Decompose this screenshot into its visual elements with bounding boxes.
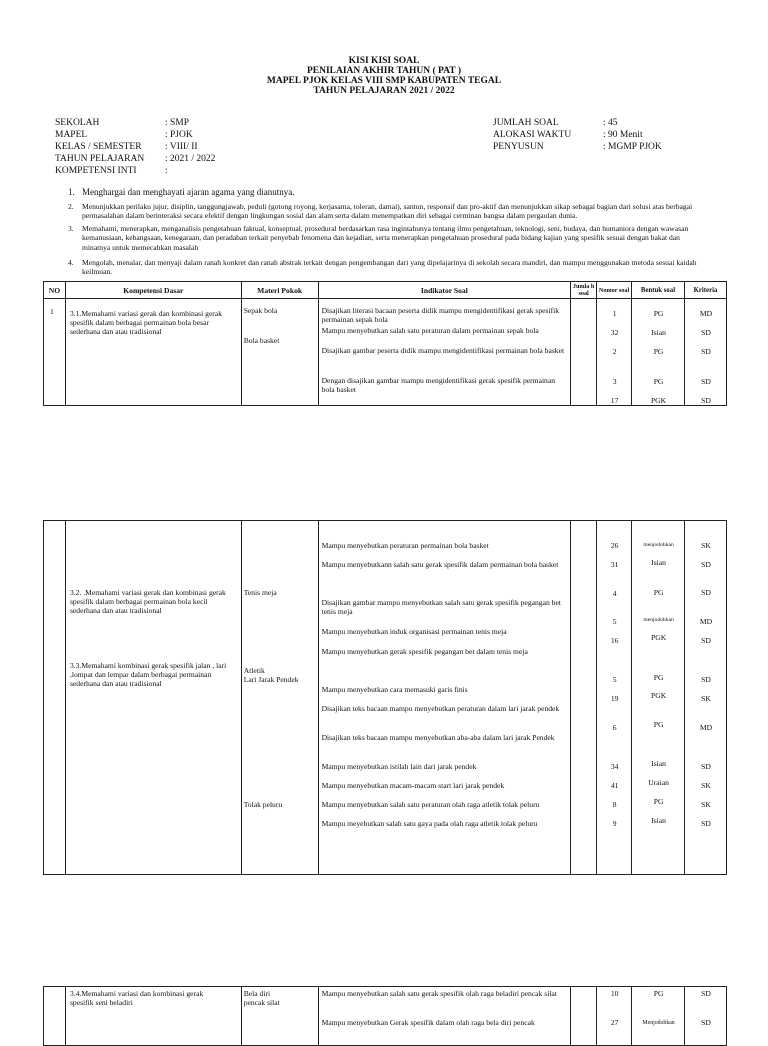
- nomor-cell: [597, 299, 632, 406]
- indikator-item: Disajikan teks bacaan mampu menyebutkan peraturan dalam lari jarak pendek: [321, 704, 560, 713]
- meta-label: TAHUN PELAJARAN: [55, 154, 145, 164]
- kd-cell: [65, 299, 241, 406]
- materi-cell: [241, 521, 318, 875]
- kriteria-value: MD: [699, 309, 713, 318]
- kisi-table-3: [43, 986, 727, 1046]
- nomor-cell: [597, 987, 632, 1046]
- indikator-item: Disajikan gambar peserta didik mampu mengidentifikasi permainan bola basket: [321, 346, 565, 355]
- kriteria-value: SD: [701, 377, 711, 386]
- table-row: [44, 987, 727, 1046]
- indikator-item: Mampu menyebutkan salah satu gerak spesifik olah raga beladiri pencak silat: [321, 989, 557, 998]
- nomor-value: 4: [612, 589, 617, 598]
- bentuk-value: Isian: [651, 328, 666, 337]
- meta-value: : 90 Menit: [603, 130, 643, 140]
- header-jumlah: Jumla h soal: [571, 282, 597, 299]
- kriteria-value: SK: [701, 541, 711, 550]
- kriteria-value: SD: [701, 560, 711, 569]
- kd-text: 3.4.Memahami variasi dan kombinasi gerak spesifik seni beladiri: [69, 989, 204, 1007]
- kriteria-value: SK: [701, 800, 711, 809]
- kriteria-value: SD: [701, 675, 711, 684]
- indikator-item: Mampu menyebutkan macam-macam start lari jarak pendek: [321, 781, 505, 790]
- materi-item: Bola basket: [243, 336, 280, 345]
- nomor-value: 6: [612, 723, 617, 732]
- ki-text: Mengolah, menalar, dan menyaji dalam ranah konkret dan ranah abstrak terkait dengan pengembangan dari yang dipelajarinya di sekolah secara mandiri, dan mampu menggunakan metoda sesuai kaidah keilmuan.: [82, 258, 697, 277]
- kisi-table-1: [43, 281, 727, 406]
- header-no: NO: [44, 282, 66, 299]
- nomor-value: 32: [610, 328, 619, 337]
- bentuk-value: PGK: [650, 396, 667, 405]
- meta-value: :: [165, 166, 168, 176]
- kriteria-value: SD: [701, 636, 711, 645]
- materi-item: Bela diri: [243, 989, 271, 998]
- kd-cell: [65, 521, 241, 875]
- doc-subtitle-2: MAPEL PJOK KELAS VIII SMP KABUPATEN TEGAL: [266, 76, 502, 86]
- jumlah-cell: [571, 987, 597, 1046]
- no-cell: [44, 521, 66, 875]
- ki-number: 3.: [68, 224, 74, 233]
- kd-text: 3.3.Memahami kombinasi gerak spesifik jalan , lari ,lompat dan lempar dalam berbagai permainan sederhana dan atau tradisional: [69, 661, 227, 688]
- indikator-item: Mampu menyebutkan istilah lain dari jarak pendek: [321, 762, 477, 771]
- ki-item: [68, 224, 710, 252]
- meta-label: JUMLAH SOAL: [493, 118, 559, 128]
- meta-value: : SMP: [165, 118, 190, 128]
- kriteria-cell: [684, 299, 726, 406]
- table-row: [44, 521, 727, 875]
- materi-item: Sepak bola: [243, 306, 278, 315]
- kisi-table-2: [43, 520, 727, 875]
- nomor-value: 16: [610, 636, 619, 645]
- indikator-item: Disajikan literasi bacaan peserta didik mampu mengidentifikasi gerak spesifik permainan sepak bola: [321, 306, 560, 324]
- ki-item: [68, 202, 710, 221]
- doc-title: KISI KISI SOAL: [348, 56, 420, 66]
- meta-label: PENYUSUN: [493, 142, 544, 152]
- materi-item: Atletik: [243, 666, 265, 675]
- header-kriteria: Kriteria: [684, 282, 726, 299]
- bentuk-value: PG: [653, 797, 664, 806]
- jumlah-cell: [571, 299, 597, 406]
- meta-value: : 45: [603, 118, 618, 128]
- materi-cell: [241, 299, 318, 406]
- jumlah-cell: [571, 521, 597, 875]
- kriteria-value: MD: [699, 723, 713, 732]
- kriteria-value: SD: [701, 989, 711, 998]
- indikator-item: Mampu menyebutkan Gerak spesifik dalam olah raga bela diri pencak: [321, 1018, 535, 1027]
- bentuk-value: PG: [653, 720, 664, 729]
- meta-value: : VIII/ II: [165, 142, 198, 152]
- meta-value: : 2021 / 2022: [165, 154, 216, 164]
- bentuk-value: PG: [653, 673, 664, 682]
- meta-left: [55, 117, 215, 177]
- doc-subtitle-1: PENILAIAN AKHIR TAHUN ( PAT ): [306, 66, 462, 76]
- nomor-value: 3: [612, 377, 617, 386]
- indikator-item: Disajikan gambar mampu menyebutkan salah satu gerak spesifik pegangan bet tenis meja: [321, 598, 561, 616]
- bentuk-value: PG: [653, 347, 664, 356]
- meta-right: [493, 117, 662, 153]
- header-kd: Kompetensi Dasar: [65, 282, 241, 299]
- kriteria-cell: [685, 521, 727, 875]
- ki-text: Menghargai dan menghayati ajaran agama yang dianutnya.: [82, 187, 295, 197]
- header-nomor: Nomor soal: [597, 282, 632, 299]
- indikator-item: Mampu menyebutkan salah satu peraturan dalam permainan sepak bola: [321, 326, 539, 335]
- nomor-value: 9: [612, 819, 617, 828]
- indikator-cell: [318, 299, 571, 406]
- ki-number: 4.: [68, 258, 74, 267]
- bentuk-value: PG: [653, 377, 664, 386]
- kriteria-value: SD: [701, 328, 711, 337]
- kriteria-cell: [685, 987, 727, 1046]
- nomor-value: 17: [610, 396, 619, 405]
- indikator-item: Mampu menyebutkann salah satu gerak spesifik dalam permainan bola basket: [321, 560, 559, 569]
- doc-subtitle-3: TAHUN PELAJARAN 2021 / 2022: [313, 86, 455, 96]
- bentuk-value: PG: [653, 588, 664, 597]
- nomor-value: 26: [610, 541, 619, 550]
- bentuk-value: PG: [653, 989, 664, 998]
- header-indikator: Indikator Soal: [318, 282, 571, 299]
- ki-text: Menunjukkan perilaku jujur, disiplin, tanggungjawab, peduli (gotong royong, kerjasama, toleran, damai), santun, responsif dan pro-aktif dan menunjukkan sikap sebagai bagian dari solusi atas berbagai permasalahan dalam berinteraksi secara efektif dengan lingkungan sosial dan alam serta dalam menempatkan diri sebagai cerminan bangsa dalam pergaulan dunia.: [82, 202, 693, 221]
- bentuk-value: PGK: [650, 633, 667, 642]
- kd-text: 3.1.Memahami variasi gerak dan kombinasi gerak spesifik dalam berbagai permainan bola besar sederhana dan atau tradisional: [69, 309, 223, 336]
- nomor-value: 5: [612, 617, 617, 626]
- indikator-item: Mampu menyebutkan cara memasuki garis finis: [321, 685, 468, 694]
- bentuk-value: Isian: [651, 816, 666, 825]
- indikator-item: Mampu meyebutkan salah satu gaya pada olah raga atletik tolak peluru: [321, 819, 538, 828]
- kriteria-value: SD: [701, 762, 711, 771]
- meta-label: ALOKASI WAKTU: [493, 130, 572, 140]
- indikator-item: Mampu menyebutkan induk organisasi permainan tenis meja: [321, 627, 507, 636]
- materi-item: Lari Jarak Pendek: [243, 675, 299, 684]
- ki-text: Memahami, menerapkan, menganalisis pengetahuan faktual, konseptual, prosedural berdasarkan rasa ingintahunya tentang ilmu pengetahuan, teknologi, seni, budaya, dan humaniora dengan wawasan kemanusiaan, kebangsaan, kenegaraan, dan peradaban terkait penyebab fenomena dan kejadian, serta menerapkan pengetahuan prosedural pada bidang kajian yang spesifik sesuai dengan bakat dan minatnya untuk memecahkan masalah: [82, 224, 689, 252]
- meta-label: KELAS / SEMESTER: [55, 142, 142, 152]
- nomor-value: 2: [612, 347, 617, 356]
- kriteria-value: SK: [701, 781, 711, 790]
- kriteria-value: SD: [701, 1018, 711, 1027]
- header-materi: Materi Pokok: [241, 282, 318, 299]
- ki-item: [68, 258, 710, 277]
- no-cell: [44, 987, 66, 1046]
- kriteria-value: SD: [701, 819, 711, 828]
- header-bentuk: Bentuk soal: [632, 282, 685, 299]
- materi-item: Tenis meja: [243, 588, 277, 597]
- nomor-cell: [597, 521, 632, 875]
- bentuk-value: Isian: [651, 558, 666, 567]
- materi-item: pencak silat: [243, 998, 280, 1007]
- meta-label: SEKOLAH: [55, 118, 100, 128]
- nomor-value: 1: [612, 309, 617, 318]
- nomor-value: 10: [610, 989, 619, 998]
- indikator-item: Dengan disajikan gambar mampu mengidentifikasi gerak spesifik permainan bola basket: [321, 376, 556, 394]
- bentuk-cell: [632, 987, 685, 1046]
- bentuk-cell: [632, 299, 685, 406]
- nomor-value: 19: [610, 694, 619, 703]
- kriteria-value: SD: [701, 347, 711, 356]
- row-no: 1: [44, 299, 66, 406]
- meta-label: KOMPETENSI INTI: [55, 166, 137, 176]
- meta-label: MAPEL: [55, 130, 88, 140]
- nomor-value: 27: [610, 1018, 619, 1027]
- ki-number: 2.: [68, 202, 74, 211]
- table-row: [44, 299, 727, 406]
- bentuk-value: Isian: [651, 759, 666, 768]
- nomor-value: 8: [612, 800, 617, 809]
- bentuk-value: Uraian: [648, 778, 669, 787]
- indikator-cell: [318, 521, 571, 875]
- kd-cell: [65, 987, 241, 1046]
- bentuk-value: PGK: [650, 691, 667, 700]
- table-header-row: [44, 282, 727, 299]
- meta-value: : PJOK: [165, 130, 193, 140]
- indikator-item: Mampu menyebutkan gerak spesifik pegangan bet dalam tenis meja: [321, 647, 528, 656]
- ki-item: [68, 188, 710, 197]
- nomor-value: 34: [610, 762, 619, 771]
- bentuk-value: menjodohkan: [643, 542, 674, 548]
- materi-cell: [241, 987, 318, 1046]
- nomor-value: 5: [612, 675, 617, 684]
- materi-item: Tolak peluru: [243, 800, 283, 809]
- nomor-value: 31: [610, 560, 619, 569]
- bentuk-value: PG: [653, 309, 664, 318]
- ki-number: 1.: [68, 187, 75, 197]
- kd-text: 3.2. .Memahami variasi gerak dan kombinasi gerak spesifik dalam berbagai permainan bola kecil sederhana dan atau tradisional: [69, 588, 226, 615]
- kriteria-value: SD: [701, 396, 711, 405]
- kriteria-value: SK: [701, 694, 711, 703]
- meta-value: : MGMP PJOK: [603, 142, 662, 152]
- indikator-cell: [318, 987, 571, 1046]
- bentuk-value: Menjodohkan: [642, 1020, 675, 1026]
- kriteria-value: MD: [699, 617, 713, 626]
- nomor-value: 41: [610, 781, 619, 790]
- indikator-item: Disajikan teks bacaan mampu menyebutkan aba-aba dalam lari jarak Pendek: [321, 733, 555, 742]
- kriteria-value: SD: [701, 588, 711, 597]
- indikator-item: Mampu menyebutkan peraturan permainan bola basket: [321, 541, 489, 550]
- bentuk-cell: [632, 521, 685, 875]
- bentuk-value: menjodohkan: [643, 617, 674, 623]
- indikator-item: Mampu menyebutkan salah satu peraturan olah raga atletik tolak peluru: [321, 800, 540, 809]
